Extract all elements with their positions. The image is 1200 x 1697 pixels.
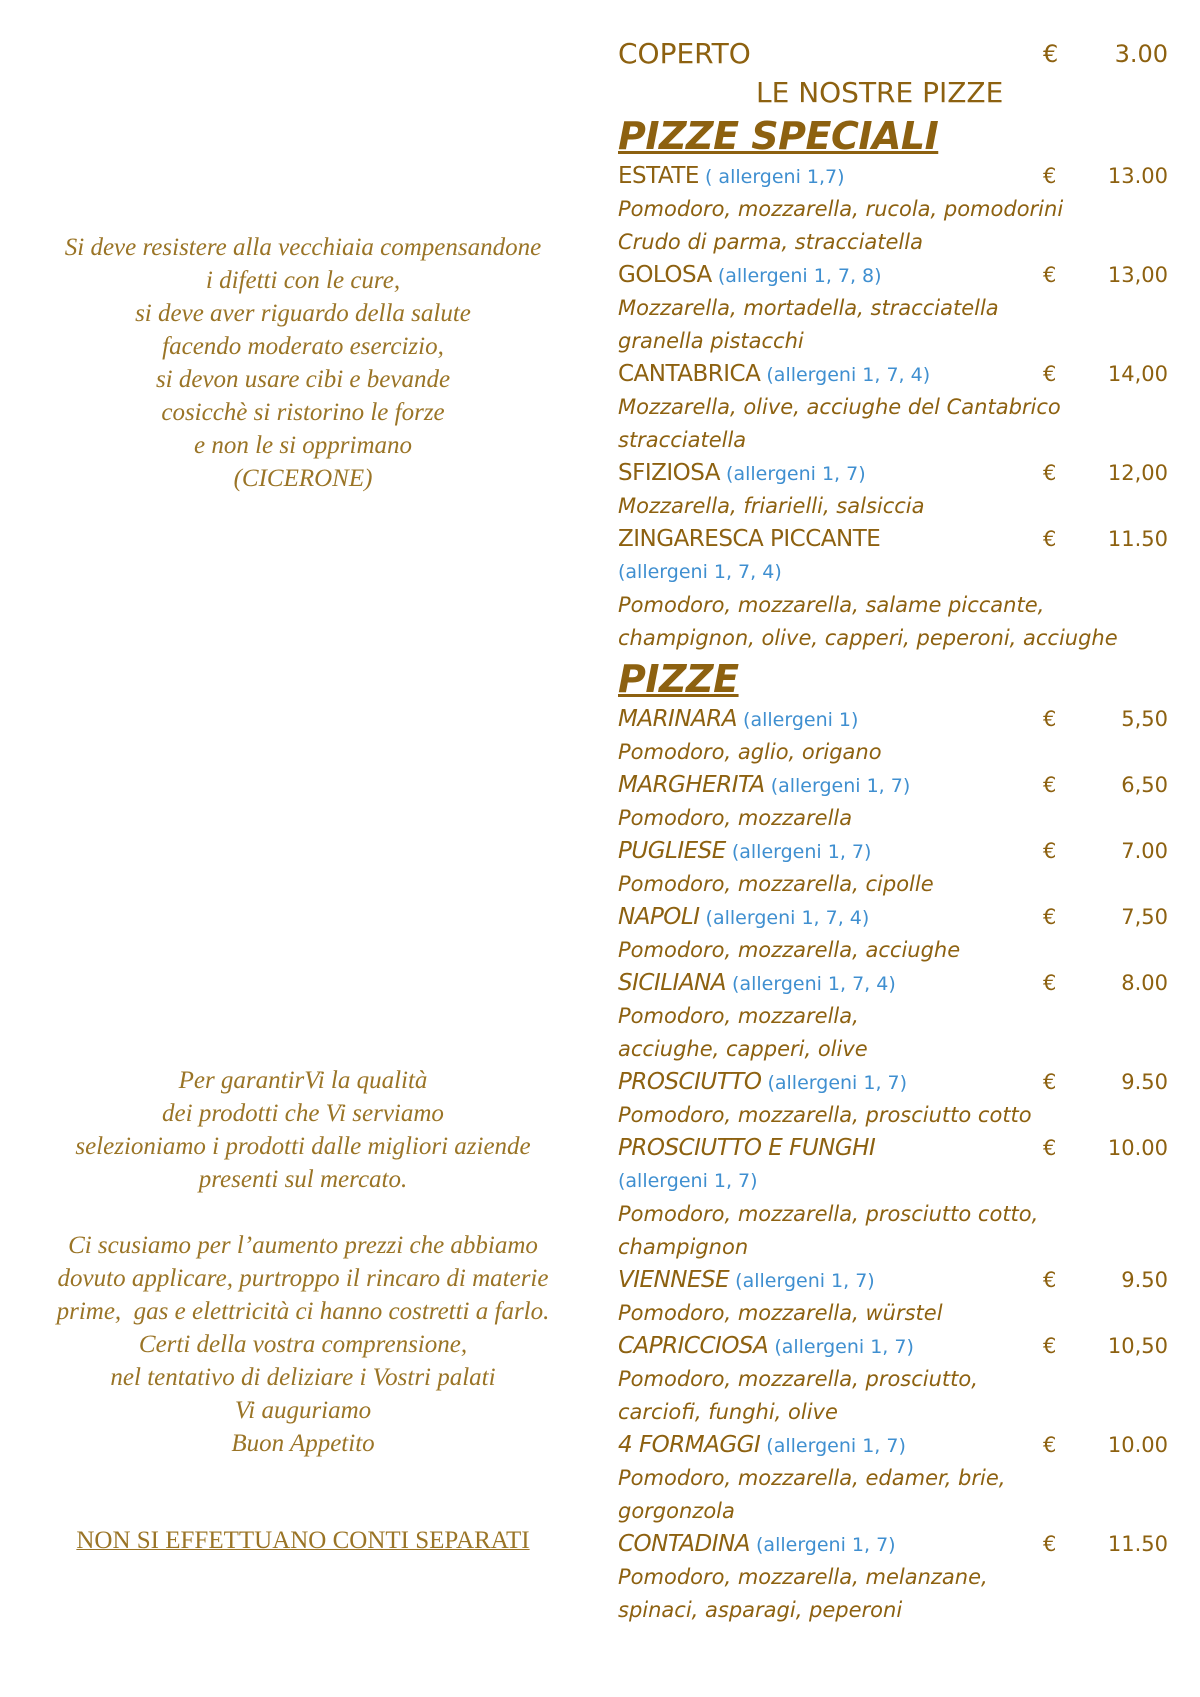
menu-item-header <box>618 1528 1193 1561</box>
pizza-ingredients: Pomodoro, mozzarella, edamer, brie, <box>618 1466 1006 1490</box>
coperto-row <box>618 34 1193 74</box>
quality-line: Per garantirVi la qualità <box>178 1067 428 1094</box>
allergens-label: (allergeni 1, 7, 4) <box>618 561 782 583</box>
pizza-price: 14,00 <box>1107 362 1168 386</box>
section-title-pizze: PIZZE <box>618 657 739 701</box>
pizza-price: 5,50 <box>1121 707 1168 731</box>
quality-line: presenti sul mercato. <box>198 1166 408 1193</box>
allergens-label: (allergeni 1, 7) <box>729 1270 875 1292</box>
apology-line: nel tentativo di deliziare i Vostri palati <box>110 1364 496 1391</box>
menu-item <box>618 1066 1193 1132</box>
menu-item <box>618 1528 1193 1627</box>
currency-symbol: € <box>1043 461 1057 485</box>
pizza-ingredients: Mozzarella, mortadella, stracciatella <box>618 296 999 320</box>
apology-line: dovuto applicare, purtroppo il rincaro di materie <box>57 1265 549 1292</box>
quote-line: cosicchè si ristorino le forze <box>161 399 445 426</box>
allergens-label: (allergeni 1, 7) <box>761 1072 908 1094</box>
menu-item-header <box>618 358 1193 391</box>
apology-line: prime, gas e elettricità ci hanno costretti a farlo. <box>56 1298 550 1325</box>
pizza-price: 7.00 <box>1121 839 1168 863</box>
pizza-ingredients: Pomodoro, mozzarella, rucola, pomodorini <box>618 197 1064 221</box>
pizza-name: MARGHERITA <box>618 772 765 798</box>
pizza-ingredients: Pomodoro, mozzarella, <box>618 1004 859 1028</box>
notice-spacer <box>18 1196 588 1229</box>
currency-symbol: € <box>1043 1070 1057 1094</box>
allergens-label: (allergeni 1, 7) <box>618 1170 758 1192</box>
quote-line: facendo moderato esercizio, <box>162 333 444 360</box>
section-title-specials: PIZZE SPECIALI <box>618 114 939 158</box>
pizza-name: CANTABRICA <box>618 361 761 387</box>
pizza-price: 9.50 <box>1121 1268 1168 1292</box>
currency-symbol: € <box>1043 362 1057 386</box>
coperto-label: COPERTO <box>618 37 751 70</box>
currency-symbol: € <box>1043 164 1057 188</box>
allergens-label: (allergeni 1, 7) <box>764 775 911 797</box>
menu-item-header <box>618 1429 1193 1462</box>
menu-item-header <box>618 769 1193 802</box>
pizza-price: 9.50 <box>1121 1070 1168 1094</box>
currency-symbol: € <box>1043 839 1057 863</box>
pizza-name: SFIZIOSA <box>618 460 721 486</box>
menu-item <box>618 523 1193 655</box>
quality-notice <box>18 1064 588 1460</box>
allergens-label: (allergeni 1) <box>737 709 859 731</box>
pizza-ingredients: stracciatella <box>618 428 747 452</box>
menu-item-header <box>618 901 1193 934</box>
pizza-price: 10,50 <box>1107 1334 1168 1358</box>
quote-line: i difetti con le cure, <box>205 267 401 294</box>
pizza-ingredients: spinaci, asparagi, peperoni <box>618 1598 903 1622</box>
menu-item-header <box>618 835 1193 868</box>
quote-line: (CICERONE) <box>233 465 373 492</box>
pizza-ingredients: Pomodoro, mozzarella <box>618 806 853 830</box>
pizza-ingredients: granella pistacchi <box>618 329 804 353</box>
menu-item <box>618 703 1193 769</box>
menu-item <box>618 259 1193 358</box>
quote-line: si devon usare cibi e bevande <box>155 366 451 393</box>
menu-subtitle: LE NOSTRE PIZZE <box>756 76 1004 109</box>
menu-item <box>618 835 1193 901</box>
pizza-ingredients: carciofi, funghi, olive <box>618 1400 838 1424</box>
pizza-ingredients: Pomodoro, mozzarella, prosciutto cotto, <box>618 1202 1039 1226</box>
allergens-label: (allergeni 1, 7) <box>768 1336 914 1358</box>
currency-symbol: € <box>1043 707 1057 731</box>
allergens-label: (allergeni 1, 7) <box>749 1534 896 1556</box>
pizza-name: GOLOSA <box>618 262 712 288</box>
pizza-ingredients: Pomodoro, mozzarella, melanzane, <box>618 1565 988 1589</box>
pizza-name: CONTADINA <box>618 1531 750 1557</box>
separate-bills-notice: NON SI EFFETTUANO CONTI SEPARATI <box>76 1527 530 1554</box>
pizza-name: PROSCIUTTO <box>618 1069 762 1095</box>
menu-item <box>618 769 1193 835</box>
currency-symbol: € <box>1043 905 1057 929</box>
menu-item-header <box>618 457 1193 490</box>
currency-symbol: € <box>1043 263 1057 287</box>
menu-column <box>618 34 1193 1627</box>
currency-symbol: € <box>1043 1532 1057 1556</box>
pizza-price: 11.50 <box>1107 1532 1168 1556</box>
menu-item-header <box>618 1264 1193 1297</box>
pizza-name: VIENNESE <box>618 1267 730 1293</box>
menu-item <box>618 358 1193 457</box>
currency-symbol: € <box>1043 1268 1057 1292</box>
pizza-ingredients: Crudo di parma, stracciatella <box>618 230 923 254</box>
pizza-ingredients: acciughe, capperi, olive <box>618 1037 868 1061</box>
menu-item <box>618 901 1193 967</box>
pizza-price: 11.50 <box>1107 527 1168 551</box>
menu-item <box>618 160 1193 259</box>
menu-item-header <box>618 160 1193 193</box>
quality-line: dei prodotti che Vi serviamo <box>162 1100 444 1127</box>
menu-item-header <box>618 523 1193 556</box>
specials-list <box>618 160 1193 655</box>
apology-line: Buon Appetito <box>231 1430 375 1457</box>
pizza-ingredients: Pomodoro, aglio, origano <box>618 740 882 764</box>
menu-item-header <box>618 1132 1193 1165</box>
pizza-price: 10.00 <box>1107 1433 1168 1457</box>
pizze-list <box>618 703 1193 1627</box>
pizza-ingredients: Pomodoro, mozzarella, prosciutto cotto <box>618 1103 1032 1127</box>
menu-item-header <box>618 1066 1193 1099</box>
pizza-ingredients: Pomodoro, mozzarella, acciughe <box>618 938 961 962</box>
currency-symbol: € <box>1043 1136 1057 1160</box>
menu-item <box>618 1264 1193 1330</box>
pizza-price: 13.00 <box>1107 164 1168 188</box>
quality-line: selezioniamo i prodotti dalle migliori aziende <box>75 1133 531 1160</box>
menu-item <box>618 967 1193 1066</box>
pizza-name: 4 FORMAGGI <box>618 1432 761 1458</box>
pizza-name: ESTATE <box>618 163 699 189</box>
allergens-label: (allergeni 1, 7, 4) <box>760 364 931 386</box>
quote-line: e non le si opprimano <box>193 432 413 459</box>
currency-symbol: € <box>1043 40 1059 68</box>
coperto-price: 3.00 <box>1114 40 1168 68</box>
pizza-name: ZINGARESCA PICCANTE <box>618 526 881 552</box>
menu-item <box>618 1132 1193 1264</box>
menu-item <box>618 1429 1193 1528</box>
apology-line: Ci scusiamo per l’aumento prezzi che abbiamo <box>68 1232 538 1259</box>
pizza-ingredients: Mozzarella, olive, acciughe del Cantabrico <box>618 395 1061 419</box>
allergens-label: (allergeni 1, 7) <box>725 841 872 863</box>
currency-symbol: € <box>1043 1334 1057 1358</box>
apology-line: Certi della vostra comprensione, <box>138 1331 468 1358</box>
pizza-name: PROSCIUTTO E FUNGHI <box>618 1135 876 1161</box>
pizza-ingredients: champignon, olive, capperi, peperoni, acciughe <box>618 626 1118 650</box>
apology-line: Vi auguriamo <box>234 1397 372 1424</box>
pizza-ingredients: Pomodoro, mozzarella, salame piccante, <box>618 593 1045 617</box>
allergens-label: (allergeni 1, 7, 8) <box>711 265 882 287</box>
allergens-label: (allergeni 1, 7, 4) <box>726 973 896 995</box>
pizza-price: 6,50 <box>1121 773 1168 797</box>
menu-item-header <box>618 1330 1193 1363</box>
pizza-name: MARINARA <box>618 706 737 732</box>
pizza-name: SICILIANA <box>618 970 726 996</box>
quote-line: si deve aver riguardo della salute <box>135 300 471 327</box>
allergens-label: (allergeni 1, 7) <box>720 463 866 485</box>
menu-item-header <box>618 703 1193 736</box>
currency-symbol: € <box>1043 1433 1057 1457</box>
menu-item-header <box>618 259 1193 292</box>
pizza-price: 10.00 <box>1107 1136 1168 1160</box>
pizza-ingredients: Pomodoro, mozzarella, würstel <box>618 1301 943 1325</box>
pizza-price: 7,50 <box>1121 905 1168 929</box>
pizza-ingredients: Pomodoro, mozzarella, cipolle <box>618 872 934 896</box>
menu-item <box>618 1330 1193 1429</box>
quote-line: Si deve resistere alla vecchiaia compensandone <box>64 234 542 261</box>
allergens-label: (allergeni 1, 7, 4) <box>699 907 870 929</box>
pizza-price: 13,00 <box>1107 263 1168 287</box>
currency-symbol: € <box>1043 971 1057 995</box>
pizza-ingredients: Pomodoro, mozzarella, prosciutto, <box>618 1367 978 1391</box>
pizza-ingredients: Mozzarella, friarielli, salsiccia <box>618 494 925 518</box>
menu-item <box>618 457 1193 523</box>
pizza-ingredients: gorgonzola <box>618 1499 735 1523</box>
allergens-label: (allergeni 1, 7) <box>760 1435 906 1457</box>
pizza-name: CAPRICCIOSA <box>618 1333 769 1359</box>
currency-symbol: € <box>1043 773 1057 797</box>
pizza-price: 8.00 <box>1121 971 1168 995</box>
menu-item-header <box>618 967 1193 1000</box>
pizza-price: 12,00 <box>1107 461 1168 485</box>
cicero-quote <box>18 231 588 495</box>
allergens-label: ( allergeni 1,7) <box>698 166 845 188</box>
pizza-ingredients: champignon <box>618 1235 749 1259</box>
pizza-name: PUGLIESE <box>618 838 726 864</box>
currency-symbol: € <box>1043 527 1057 551</box>
pizza-name: NAPOLI <box>618 904 700 930</box>
